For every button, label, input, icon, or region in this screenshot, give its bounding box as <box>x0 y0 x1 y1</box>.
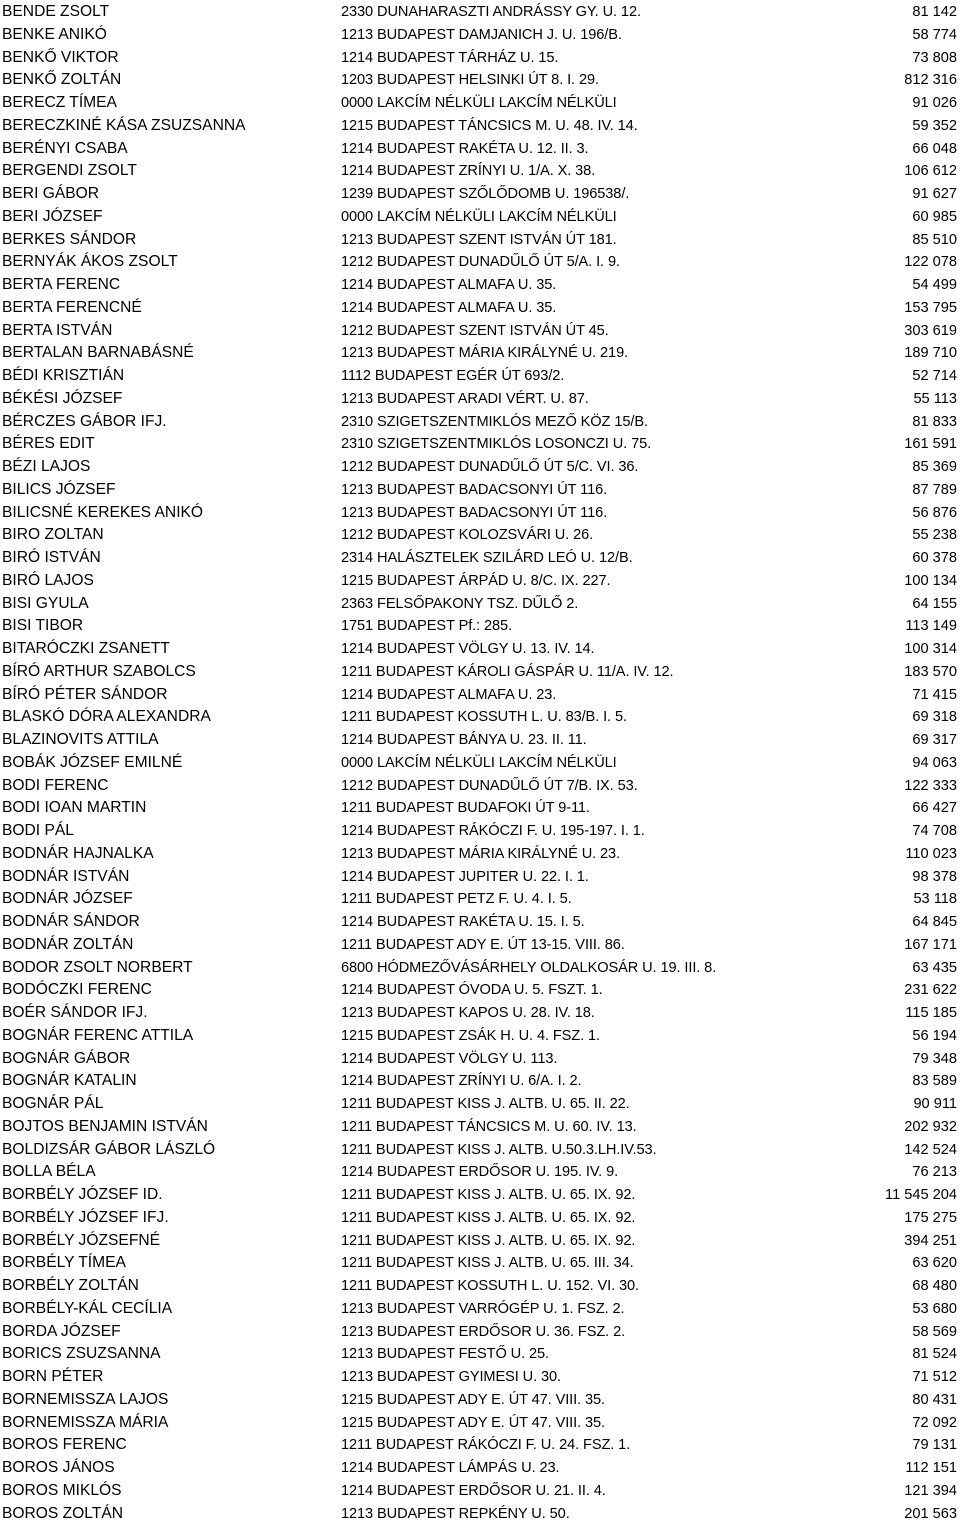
person-name: BOGNÁR PÁL <box>2 1093 103 1116</box>
record-row <box>0 934 960 957</box>
amount-value: 201 563 <box>904 1503 957 1525</box>
person-address: 1212 BUDAPEST DUNADŰLŐ ÚT 5/A. I. 9. <box>341 251 620 274</box>
person-address: 1215 BUDAPEST ADY E. ÚT 47. VIII. 35. <box>341 1412 605 1435</box>
person-address: 0000 LAKCÍM NÉLKÜLI LAKCÍM NÉLKÜLI <box>341 206 617 229</box>
person-name: BORDA JÓZSEF <box>2 1321 121 1344</box>
record-row <box>0 866 960 889</box>
record-row <box>0 183 960 206</box>
amount-value: 59 352 <box>912 115 957 138</box>
amount-value: 79 348 <box>912 1048 957 1071</box>
amount-value: 64 845 <box>912 911 957 934</box>
amount-value: 110 023 <box>905 843 957 866</box>
record-row <box>0 274 960 297</box>
record-row <box>0 479 960 502</box>
person-name: BORBÉLY-KÁL CECÍLIA <box>2 1298 172 1321</box>
record-row <box>0 297 960 320</box>
record-row <box>0 365 960 388</box>
amount-value: 161 591 <box>904 433 957 456</box>
record-row <box>0 706 960 729</box>
record-row <box>0 843 960 866</box>
record-row <box>0 1366 960 1389</box>
amount-value: 53 680 <box>912 1298 957 1321</box>
person-name: BERNYÁK ÁKOS ZSOLT <box>2 251 178 274</box>
record-row <box>0 1343 960 1366</box>
amount-value: 63 435 <box>912 957 957 980</box>
person-name: BOLLA BÉLA <box>2 1161 96 1184</box>
person-name: BENKE ANIKÓ <box>2 24 107 47</box>
amount-value: 79 131 <box>912 1434 957 1457</box>
person-name: BORBÉLY TÍMEA <box>2 1252 126 1275</box>
amount-value: 183 570 <box>904 661 957 684</box>
amount-value: 60 985 <box>912 206 957 229</box>
person-name: BISI GYULA <box>2 593 89 616</box>
person-name: BENDE ZSOLT <box>2 1 109 24</box>
amount-value: 60 378 <box>912 547 957 570</box>
person-name: BORBÉLY JÓZSEF ID. <box>2 1184 163 1207</box>
record-row <box>0 206 960 229</box>
person-name: BODNÁR JÓZSEF <box>2 888 133 911</box>
person-address: 1212 BUDAPEST KOLOZSVÁRI U. 26. <box>341 524 593 547</box>
person-address: 1213 BUDAPEST ERDŐSOR U. 36. FSZ. 2. <box>341 1321 625 1344</box>
record-row <box>0 524 960 547</box>
person-name: BISI TIBOR <box>2 615 83 638</box>
record-row <box>0 502 960 525</box>
amount-value: 66 048 <box>912 138 957 161</box>
record-row <box>0 1480 960 1503</box>
person-name: BODNÁR ISTVÁN <box>2 866 129 889</box>
person-address: 0000 LAKCÍM NÉLKÜLI LAKCÍM NÉLKÜLI <box>341 92 617 115</box>
person-name: BOROS JÁNOS <box>2 1457 115 1480</box>
amount-value: 91 627 <box>912 183 957 206</box>
person-address: 1213 BUDAPEST ARADI VÉRT. U. 87. <box>341 388 589 411</box>
person-address: 1212 BUDAPEST DUNADŰLŐ ÚT 7/B. IX. 53. <box>341 775 638 798</box>
record-row <box>0 1116 960 1139</box>
amount-value: 85 510 <box>912 229 957 252</box>
person-name: BÉRCZES GÁBOR IFJ. <box>2 411 167 434</box>
person-address: 1214 BUDAPEST ALMAFA U. 23. <box>341 684 556 707</box>
person-address: 1751 BUDAPEST Pf.: 285. <box>341 615 512 638</box>
amount-value: 153 795 <box>904 297 957 320</box>
person-address: 1214 BUDAPEST ZRÍNYI U. 1/A. X. 38. <box>341 160 595 183</box>
person-name: BORBÉLY JÓZSEF IFJ. <box>2 1207 169 1230</box>
person-name: BOLDIZSÁR GÁBOR LÁSZLÓ <box>2 1139 215 1162</box>
person-address: 1215 BUDAPEST ADY E. ÚT 47. VIII. 35. <box>341 1389 605 1412</box>
person-name: BIRO ZOLTAN <box>2 524 104 547</box>
record-row <box>0 1321 960 1344</box>
amount-value: 71 512 <box>912 1366 957 1389</box>
amount-value: 11 545 204 <box>885 1184 957 1207</box>
record-row <box>0 388 960 411</box>
person-name: BERTALAN BARNABÁSNÉ <box>2 342 194 365</box>
record-row <box>0 1207 960 1230</box>
person-address: 1203 BUDAPEST HELSINKI ÚT 8. I. 29. <box>341 69 599 92</box>
person-name: BLAZINOVITS ATTILA <box>2 729 159 752</box>
amount-value: 81 833 <box>912 411 957 434</box>
person-address: 1213 BUDAPEST MÁRIA KIRÁLYNÉ U. 23. <box>341 843 620 866</box>
person-name: BOJTOS BENJAMIN ISTVÁN <box>2 1116 208 1139</box>
person-address: 1214 BUDAPEST ZRÍNYI U. 6/A. I. 2. <box>341 1070 581 1093</box>
person-address: 1211 BUDAPEST KISS J. ALTB. U.50.3.LH.IV.53. <box>341 1139 656 1162</box>
record-row <box>0 1457 960 1480</box>
person-name: BÉKÉSI JÓZSEF <box>2 388 122 411</box>
person-address: 1211 BUDAPEST TÁNCSICS M. U. 60. IV. 13. <box>341 1116 637 1139</box>
amount-value: 112 151 <box>905 1457 957 1480</box>
amount-value: 303 619 <box>904 320 957 343</box>
amount-value: 167 171 <box>904 934 957 957</box>
record-row <box>0 888 960 911</box>
record-row <box>0 1389 960 1412</box>
amount-value: 72 092 <box>912 1412 957 1435</box>
person-address: 1211 BUDAPEST ADY E. ÚT 13-15. VIII. 86. <box>341 934 625 957</box>
amount-value: 58 774 <box>912 24 957 47</box>
person-address: 1211 BUDAPEST KISS J. ALTB. U. 65. IX. 92. <box>341 1184 635 1207</box>
amount-value: 231 622 <box>904 979 957 1002</box>
person-address: 1239 BUDAPEST SZŐLŐDOMB U. 196538/. <box>341 183 629 206</box>
person-address: 1214 BUDAPEST JUPITER U. 22. I. 1. <box>341 866 589 889</box>
person-name: BÉDI KRISZTIÁN <box>2 365 124 388</box>
amount-value: 189 710 <box>904 342 957 365</box>
amount-value: 53 118 <box>913 888 957 911</box>
person-address: 1214 BUDAPEST RÁKÓCZI F. U. 195-197. I. 1. <box>341 820 645 843</box>
person-address: 1213 BUDAPEST REPKÉNY U. 50. <box>341 1503 570 1525</box>
amount-value: 202 932 <box>904 1116 957 1139</box>
record-row <box>0 593 960 616</box>
record-row <box>0 1412 960 1435</box>
person-address: 0000 LAKCÍM NÉLKÜLI LAKCÍM NÉLKÜLI <box>341 752 617 775</box>
person-address: 1213 BUDAPEST BADACSONYI ÚT 116. <box>341 479 607 502</box>
record-row <box>0 456 960 479</box>
person-address: 1211 BUDAPEST PETZ F. U. 4. I. 5. <box>341 888 572 911</box>
person-address: 1214 BUDAPEST VÖLGY U. 13. IV. 14. <box>341 638 595 661</box>
record-row <box>0 1048 960 1071</box>
record-row <box>0 1139 960 1162</box>
person-name: BERTA FERENCNÉ <box>2 297 142 320</box>
person-address: 6800 HÓDMEZŐVÁSÁRHELY OLDALKOSÁR U. 19. III. 8. <box>341 957 716 980</box>
person-name: BORICS ZSUZSANNA <box>2 1343 161 1366</box>
record-row <box>0 911 960 934</box>
record-row <box>0 24 960 47</box>
person-name: BERI GÁBOR <box>2 183 99 206</box>
record-row <box>0 547 960 570</box>
person-name: BERI JÓZSEF <box>2 206 103 229</box>
amount-value: 81 524 <box>912 1343 957 1366</box>
record-row <box>0 342 960 365</box>
person-address: 1211 BUDAPEST KISS J. ALTB. U. 65. IX. 92. <box>341 1207 635 1230</box>
person-address: 1214 BUDAPEST ERDŐSOR U. 195. IV. 9. <box>341 1161 618 1184</box>
person-address: 1213 BUDAPEST GYIMESI U. 30. <box>341 1366 561 1389</box>
amount-value: 52 714 <box>912 365 957 388</box>
person-name: BOGNÁR GÁBOR <box>2 1048 130 1071</box>
person-address: 1214 BUDAPEST TÁRHÁZ U. 15. <box>341 47 558 70</box>
person-name: BERKES SÁNDOR <box>2 229 136 252</box>
person-address: 1213 BUDAPEST VARRÓGÉP U. 1. FSZ. 2. <box>341 1298 625 1321</box>
record-row <box>0 160 960 183</box>
person-address: 1211 BUDAPEST KÁROLI GÁSPÁR U. 11/A. IV. 12. <box>341 661 674 684</box>
amount-value: 90 911 <box>913 1093 957 1116</box>
person-address: 1215 BUDAPEST ZSÁK H. U. 4. FSZ. 1. <box>341 1025 600 1048</box>
record-row <box>0 1434 960 1457</box>
person-name: BORNEMISSZA LAJOS <box>2 1389 168 1412</box>
amount-value: 56 194 <box>912 1025 957 1048</box>
amount-value: 812 316 <box>904 69 957 92</box>
amount-value: 69 318 <box>912 706 957 729</box>
person-name: BERGENDI ZSOLT <box>2 160 137 183</box>
person-address: 1215 BUDAPEST TÁNCSICS M. U. 48. IV. 14. <box>341 115 638 138</box>
amount-value: 74 708 <box>912 820 957 843</box>
person-name: BODNÁR HAJNALKA <box>2 843 154 866</box>
person-address: 1112 BUDAPEST EGÉR ÚT 693/2. <box>341 365 564 388</box>
record-row <box>0 1025 960 1048</box>
person-name: BORBÉLY ZOLTÁN <box>2 1275 139 1298</box>
person-address: 1214 BUDAPEST BÁNYA U. 23. II. 11. <box>341 729 587 752</box>
record-row <box>0 638 960 661</box>
person-name: BERTA ISTVÁN <box>2 320 112 343</box>
person-address: 1215 BUDAPEST ÁRPÁD U. 8/C. IX. 227. <box>341 570 610 593</box>
person-name: BILICSNÉ KEREKES ANIKÓ <box>2 502 203 525</box>
record-row <box>0 251 960 274</box>
person-name: BODÓCZKI FERENC <box>2 979 152 1002</box>
amount-value: 73 808 <box>912 47 957 70</box>
record-row <box>0 115 960 138</box>
amount-value: 63 620 <box>912 1252 957 1275</box>
amount-value: 85 369 <box>912 456 957 479</box>
person-name: BOROS MIKLÓS <box>2 1480 122 1503</box>
amount-value: 68 480 <box>912 1275 957 1298</box>
person-address: 2314 HALÁSZTELEK SZILÁRD LEÓ U. 12/B. <box>341 547 633 570</box>
amount-value: 175 275 <box>904 1207 957 1230</box>
person-address: 2310 SZIGETSZENTMIKLÓS MEZŐ KÖZ 15/B. <box>341 411 648 434</box>
record-row <box>0 979 960 1002</box>
person-name: BOÉR SÁNDOR IFJ. <box>2 1002 148 1025</box>
person-address: 1211 BUDAPEST KOSSUTH L. U. 83/B. I. 5. <box>341 706 627 729</box>
person-address: 1214 BUDAPEST ALMAFA U. 35. <box>341 297 556 320</box>
record-row <box>0 1252 960 1275</box>
record-row <box>0 661 960 684</box>
person-address: 2363 FELSŐPAKONY TSZ. DŰLŐ 2. <box>341 593 578 616</box>
person-name: BIRÓ ISTVÁN <box>2 547 101 570</box>
record-row <box>0 820 960 843</box>
record-row <box>0 615 960 638</box>
person-address: 1214 BUDAPEST RAKÉTA U. 15. I. 5. <box>341 911 585 934</box>
record-row <box>0 1093 960 1116</box>
person-name: BODNÁR SÁNDOR <box>2 911 140 934</box>
amount-value: 142 524 <box>904 1139 957 1162</box>
person-name: BIRÓ LAJOS <box>2 570 94 593</box>
record-row <box>0 570 960 593</box>
amount-value: 69 317 <box>912 729 957 752</box>
amount-value: 76 213 <box>912 1161 957 1184</box>
amount-value: 66 427 <box>912 797 957 820</box>
person-address: 1213 BUDAPEST BADACSONYI ÚT 116. <box>341 502 607 525</box>
person-name: BODI PÁL <box>2 820 74 843</box>
record-row <box>0 92 960 115</box>
record-row <box>0 775 960 798</box>
person-name: BLASKÓ DÓRA ALEXANDRA <box>2 706 211 729</box>
amount-value: 58 569 <box>912 1321 957 1344</box>
amount-value: 83 589 <box>912 1070 957 1093</box>
person-name: BORN PÉTER <box>2 1366 103 1389</box>
person-address: 1213 BUDAPEST SZENT ISTVÁN ÚT 181. <box>341 229 617 252</box>
records-list <box>0 1 960 1525</box>
amount-value: 87 789 <box>912 479 957 502</box>
amount-value: 100 314 <box>904 638 957 661</box>
person-address: 1214 BUDAPEST LÁMPÁS U. 23. <box>341 1457 559 1480</box>
amount-value: 55 238 <box>912 524 957 547</box>
amount-value: 394 251 <box>904 1230 957 1253</box>
person-address: 1211 BUDAPEST KISS J. ALTB. U. 65. II. 22. <box>341 1093 630 1116</box>
person-name: BERECZKINÉ KÁSA ZSUZSANNA <box>2 115 246 138</box>
person-address: 2330 DUNAHARASZTI ANDRÁSSY GY. U. 12. <box>341 1 641 24</box>
amount-value: 122 333 <box>904 775 957 798</box>
record-row <box>0 1230 960 1253</box>
person-address: 2310 SZIGETSZENTMIKLÓS LOSONCZI U. 75. <box>341 433 651 456</box>
person-address: 1213 BUDAPEST KAPOS U. 28. IV. 18. <box>341 1002 595 1025</box>
amount-value: 91 026 <box>912 92 957 115</box>
person-name: BODI IOAN MARTIN <box>2 797 146 820</box>
person-address: 1211 BUDAPEST KOSSUTH L. U. 152. VI. 30. <box>341 1275 639 1298</box>
amount-value: 81 142 <box>912 1 957 24</box>
person-name: BODNÁR ZOLTÁN <box>2 934 133 957</box>
record-row <box>0 729 960 752</box>
person-name: BORBÉLY JÓZSEFNÉ <box>2 1230 160 1253</box>
record-row <box>0 229 960 252</box>
amount-value: 121 394 <box>904 1480 957 1503</box>
record-row <box>0 1002 960 1025</box>
person-name: BERÉNYI CSABA <box>2 138 128 161</box>
person-address: 1211 BUDAPEST KISS J. ALTB. U. 65. III. 34. <box>341 1252 634 1275</box>
record-row <box>0 47 960 70</box>
record-row <box>0 1275 960 1298</box>
person-name: BENKŐ ZOLTÁN <box>2 69 121 92</box>
person-name: BOROS ZOLTÁN <box>2 1503 123 1525</box>
record-row <box>0 138 960 161</box>
amount-value: 94 063 <box>912 752 957 775</box>
person-address: 1214 BUDAPEST RAKÉTA U. 12. II. 3. <box>341 138 589 161</box>
record-row <box>0 957 960 980</box>
person-address: 1214 BUDAPEST ERDŐSOR U. 21. II. 4. <box>341 1480 606 1503</box>
amount-value: 106 612 <box>904 160 957 183</box>
person-name: BOBÁK JÓZSEF EMILNÉ <box>2 752 182 775</box>
record-row <box>0 1070 960 1093</box>
person-address: 1211 BUDAPEST RÁKÓCZI F. U. 24. FSZ. 1. <box>341 1434 630 1457</box>
amount-value: 80 431 <box>912 1389 957 1412</box>
record-row <box>0 1 960 24</box>
record-row <box>0 411 960 434</box>
amount-value: 113 149 <box>905 615 957 638</box>
person-address: 1212 BUDAPEST DUNADŰLŐ ÚT 5/C. VI. 36. <box>341 456 638 479</box>
person-address: 1211 BUDAPEST KISS J. ALTB. U. 65. IX. 92. <box>341 1230 635 1253</box>
person-name: BÉRES EDIT <box>2 433 95 456</box>
amount-value: 56 876 <box>912 502 957 525</box>
person-name: BODOR ZSOLT NORBERT <box>2 957 193 980</box>
person-address: 1211 BUDAPEST BUDAFOKI ÚT 9-11. <box>341 797 590 820</box>
record-row <box>0 1298 960 1321</box>
person-name: BORNEMISSZA MÁRIA <box>2 1412 168 1435</box>
person-address: 1214 BUDAPEST ÓVODA U. 5. FSZT. 1. <box>341 979 603 1002</box>
amount-value: 64 155 <box>912 593 957 616</box>
person-name: BOROS FERENC <box>2 1434 127 1457</box>
person-address: 1213 BUDAPEST FESTŐ U. 25. <box>341 1343 549 1366</box>
person-name: BENKŐ VIKTOR <box>2 47 119 70</box>
amount-value: 71 415 <box>912 684 957 707</box>
amount-value: 115 185 <box>905 1002 957 1025</box>
amount-value: 54 499 <box>912 274 957 297</box>
record-row <box>0 684 960 707</box>
record-row <box>0 1161 960 1184</box>
record-row <box>0 1503 960 1525</box>
record-row <box>0 320 960 343</box>
amount-value: 98 378 <box>912 866 957 889</box>
person-name: BODI FERENC <box>2 775 109 798</box>
person-address: 1212 BUDAPEST SZENT ISTVÁN ÚT 45. <box>341 320 609 343</box>
person-name: BÍRÓ ARTHUR SZABOLCS <box>2 661 196 684</box>
person-name: BITARÓCZKI ZSANETT <box>2 638 170 661</box>
person-name: BÍRÓ PÉTER SÁNDOR <box>2 684 168 707</box>
person-name: BERTA FERENC <box>2 274 120 297</box>
person-name: BOGNÁR FERENC ATTILA <box>2 1025 193 1048</box>
person-name: BILICS JÓZSEF <box>2 479 116 502</box>
amount-value: 55 113 <box>913 388 957 411</box>
person-address: 1213 BUDAPEST DAMJANICH J. U. 196/B. <box>341 24 622 47</box>
person-address: 1214 BUDAPEST ALMAFA U. 35. <box>341 274 556 297</box>
person-name: BOGNÁR KATALIN <box>2 1070 137 1093</box>
person-address: 1213 BUDAPEST MÁRIA KIRÁLYNÉ U. 219. <box>341 342 628 365</box>
amount-value: 122 078 <box>904 251 957 274</box>
record-row <box>0 797 960 820</box>
record-row <box>0 752 960 775</box>
amount-value: 100 134 <box>904 570 957 593</box>
record-row <box>0 1184 960 1207</box>
person-name: BÉZI LAJOS <box>2 456 90 479</box>
person-name: BERECZ TÍMEA <box>2 92 117 115</box>
record-row <box>0 69 960 92</box>
person-address: 1214 BUDAPEST VÖLGY U. 113. <box>341 1048 557 1071</box>
record-row <box>0 433 960 456</box>
